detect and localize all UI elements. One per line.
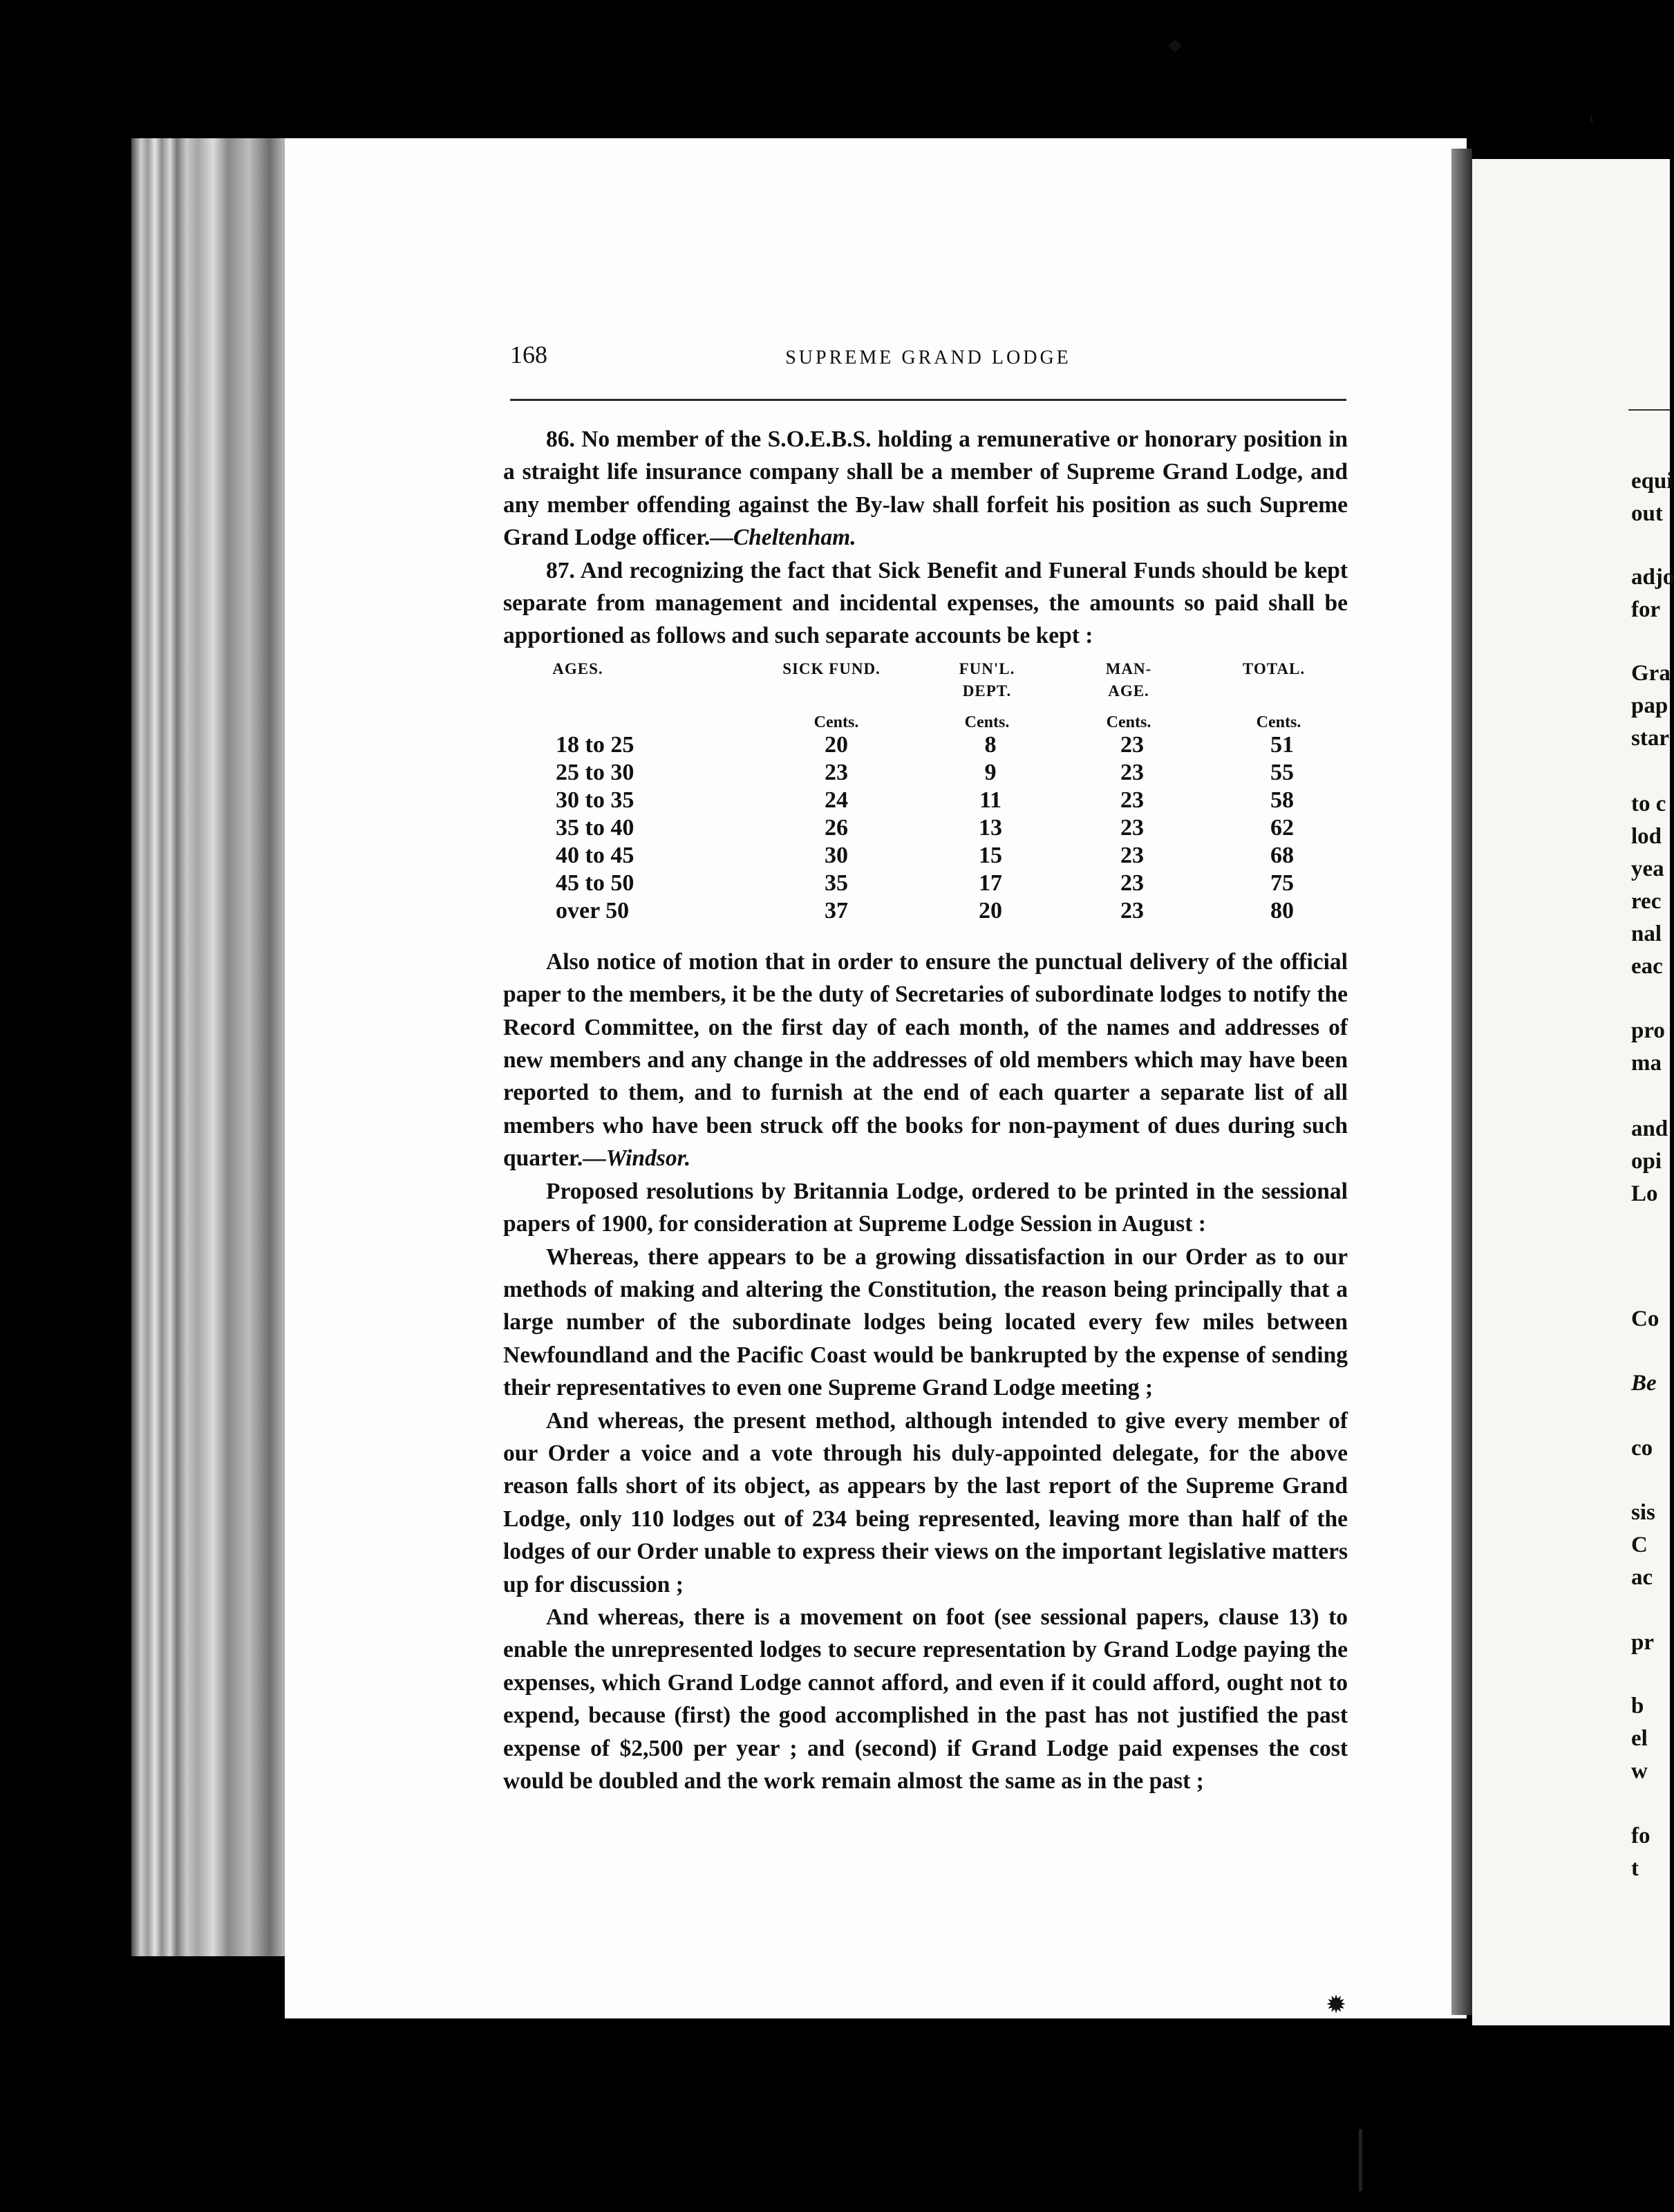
unit-label: Cents. [1256,713,1301,731]
total-cell: 62 [1270,814,1294,841]
clause-number: 86. [546,427,575,452]
funeral-cell: 15 [979,842,1002,868]
age-cell: over 50 [556,897,630,924]
gutter-shadow [1451,149,1472,2015]
unit-label: Cents. [964,713,1010,731]
source-lodge: Windsor. [605,1145,691,1172]
right-page-fragment: rec [1631,889,1662,914]
right-page-fragment: C [1631,1533,1648,1557]
funeral-cell: 17 [979,870,1002,896]
sick-cell: 37 [825,897,848,924]
table-row [503,870,1348,897]
paragraph-whereas-2: And whereas, the present method, although intended to give every member of our Order a voice and a vote through his duly-appointed delegate, for the above reason falls short of its object, as appears by the last report of the Supreme Grand Lodge, only 110 lodges out of 234 being represented, leaving more than half of the lodges of our Order unable to express their views on the important legislative matters up for discussion ; [503,1407,1348,1597]
col-header-total: TOTAL. [1242,659,1306,677]
col-header-funeral-dept: DEPT. [962,682,1012,700]
total-cell: 55 [1270,759,1294,785]
funeral-cell: 8 [984,731,997,758]
table-row [503,814,1348,842]
col-header-management: MAN- [1105,659,1152,677]
right-page-fragment: el [1631,1726,1648,1751]
source-lodge: Cheltenham. [733,525,856,551]
right-page-rule [1628,409,1670,411]
right-page-fragment: out [1631,501,1663,526]
right-page-fragment: opi [1631,1149,1662,1174]
paragraph-86 [503,423,1348,554]
right-page-fragment: and [1631,1116,1668,1141]
right-page-fragment: eac [1631,954,1663,979]
paragraph-whereas-3: And whereas, there is a movement on foot (see sessional papers, clause 13) to enable the unrepresented lodges to secure representation by Grand Lodge paying the expenses, which Grand Lodge cannot afford, and even if it could afford, ought not to expend, because (first) the good accomplished in the past has not justified the past expense of $2,500 per year ; and (second) if Grand Lodge paid expenses the cost would be doubled and the work remain almost the same as in the past ; [503,1604,1348,1794]
total-cell: 58 [1270,787,1294,813]
right-page-fragment: for [1631,597,1661,622]
management-cell: 23 [1120,759,1144,785]
running-title: SUPREME GRAND LODGE [785,347,1071,368]
right-page-fragment: fo [1631,1824,1651,1848]
right-page-fragment: w [1631,1759,1648,1783]
page-header [510,340,1346,382]
sick-cell: 20 [825,731,848,758]
age-cell: 45 to 50 [556,870,634,896]
management-cell: 23 [1120,842,1144,868]
funeral-cell: 20 [979,897,1002,924]
sick-cell: 24 [825,787,848,813]
col-header-ages: AGES. [552,659,603,677]
scan-speck-mark: ◆ [1168,35,1182,55]
paragraph-notice [503,946,1348,1175]
apportionment-table [503,655,1348,939]
right-page-fragment: equi [1631,469,1673,494]
paragraph-whereas-1: Whereas, there appears to be a growing dissatisfaction in our Order as to our methods of making and altering the Constitution, the reason being principally that a large number of the subordinate lodges being located every few miles between Newfoundland and the Pacific Coast would be bankrupted by the expense of sending their representatives to even one Supreme Grand Lodge meeting ; [503,1244,1348,1401]
clause-text: And recognizing the fact that Sick Benefit and Funeral Funds should be kept separate from management and incidental expenses, the amounts so paid shall be apportioned as follows and such separate accounts be kept : [503,557,1348,649]
header-rule [510,399,1346,401]
total-cell: 68 [1270,842,1294,868]
management-cell: 23 [1120,814,1144,841]
right-page-fragment: pap [1631,693,1668,718]
right-page-fragment: Gra [1631,661,1671,686]
right-page-fragment: pro [1631,1018,1665,1043]
funeral-cell: 13 [979,814,1002,841]
table-row [503,897,1348,925]
sick-cell: 30 [825,842,848,868]
unit-label: Cents. [1106,713,1151,731]
total-cell: 51 [1270,731,1294,758]
management-cell: 23 [1120,897,1144,924]
scan-corner-mark: ‘ [1584,110,1604,143]
management-cell: 23 [1120,870,1144,896]
right-page-fragment: to c [1631,791,1666,816]
age-cell: 25 to 30 [556,759,634,785]
right-page-fragment: adjo [1631,565,1674,590]
right-page-fragment: co [1631,1436,1653,1461]
age-cell: 35 to 40 [556,814,634,841]
ink-blot-mark: ✹ [1326,1991,1347,2019]
right-page-fragment: ac [1631,1565,1653,1590]
scan-edge-mark [1359,2129,1362,2191]
col-header-management-2: AGE. [1108,682,1149,700]
age-cell: 18 to 25 [556,731,634,758]
sick-cell: 23 [825,759,848,785]
right-page-fragment: Be [1631,1371,1657,1396]
notice-text: Also notice of motion that in order to ensure the punctual delivery of the official paper to the members, it be the duty of Secretaries of subordinate lodges to notify the Record Committee, on the first day of each month, of the names and addresses of new members and any change in the addresses of old members which may have been reported to them, and to furnish at the end of each quarter a separate list of all members who have been struck off the books for non-payment of dues during such quarter.— [503,948,1348,1172]
unit-label: Cents. [814,713,859,731]
right-page-fragment: ma [1631,1051,1662,1076]
table-row [503,731,1348,759]
clause-number: 87. [546,557,575,583]
page-number: 168 [510,341,547,368]
right-page-fragment: sis [1631,1500,1655,1525]
right-page-fragment: lod [1631,824,1662,849]
table-row [503,759,1348,787]
age-cell: 30 to 35 [556,787,634,813]
right-page-fragment: pr [1631,1630,1654,1655]
funeral-cell: 11 [979,787,1002,813]
management-cell: 23 [1120,731,1144,758]
right-page-fragment: Lo [1631,1181,1658,1206]
col-header-sick-fund: SICK FUND. [782,659,881,677]
paragraph-87 [503,554,1348,653]
funeral-cell: 9 [984,759,997,785]
paragraph-proposed: Proposed resolutions by Britannia Lodge, ordered to be printed in the sessional papers of 1900, for consideration at Supreme Lodge Session in August : [503,1178,1348,1237]
table-row [503,842,1348,870]
right-page-fragment: Co [1631,1306,1659,1331]
age-cell: 40 to 45 [556,842,634,868]
clause-text: No member of the S.O.E.B.S. holding a remunerative or honorary position in a straight life insurance company shall be a member of Supreme Grand Lodge, and any member offending against the By-law shall forfeit his position as such Supreme Grand Lodge officer.— [503,427,1348,551]
col-header-funeral: FUN'L. [959,659,1015,677]
right-page-fragment: star [1631,726,1669,751]
total-cell: 80 [1270,897,1294,924]
page-body [503,423,1348,1797]
right-page-fragment: nal [1631,921,1662,946]
right-page-fragment: t [1631,1856,1639,1881]
total-cell: 75 [1270,870,1294,896]
right-page-fragment: yea [1631,856,1664,881]
sick-cell: 35 [825,870,848,896]
book-edge [131,138,297,1956]
table-row [503,787,1348,814]
sick-cell: 26 [825,814,848,841]
management-cell: 23 [1120,787,1144,813]
right-page-fragment: b [1631,1694,1644,1718]
